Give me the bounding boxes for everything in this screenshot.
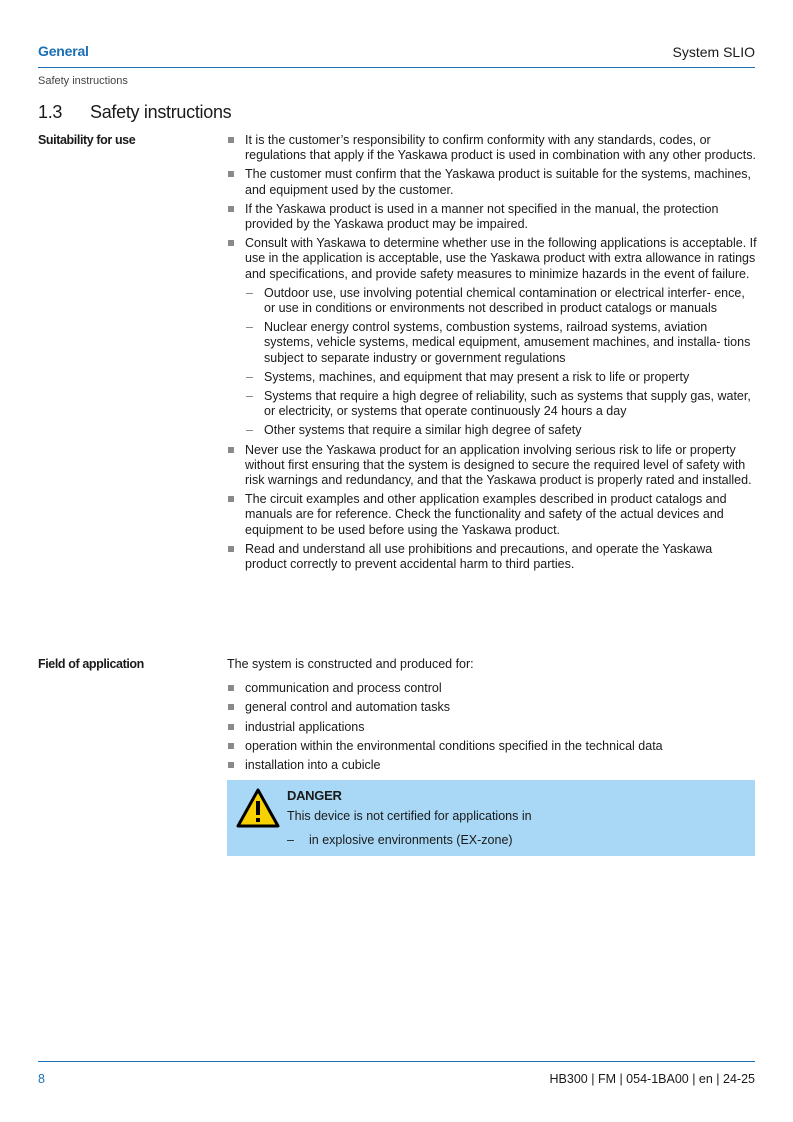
list-item-text: Consult with Yaskawa to determine whether use in the following applications is acceptable. If use in the application is acceptable, use the Yaskawa product with extra allowance in ratings and specifications, and provide safety measures to minimize hazards in the event of failure. — [245, 236, 757, 281]
sub-list-item — [245, 370, 757, 385]
document-id: HB300 | FM | 054-1BA00 | en | 24-25 — [549, 1072, 755, 1086]
danger-sub-item — [287, 833, 513, 847]
dash-marker: – — [246, 369, 253, 384]
danger-text: This device is not certified for applications in — [287, 809, 532, 823]
list-item-text: general control and automation tasks — [245, 700, 450, 715]
sub-list-item — [245, 320, 757, 366]
field-content — [227, 657, 757, 777]
sub-list-item-text: Nuclear energy control systems, combustion systems, railroad systems, aviation systems, vehicle systems, medical equipment, amusement machines, and installa- tions subject to separate industry or government regulations — [264, 320, 751, 365]
list-item-text: If the Yaskawa product is used in a manner not specified in the manual, the protection provided by the Yaskawa product may be impaired. — [245, 201, 719, 232]
list-item — [227, 700, 757, 715]
field-intro: The system is constructed and produced for: — [227, 657, 474, 671]
footer-rule — [38, 1061, 755, 1062]
header-rule — [38, 67, 755, 68]
field-list — [227, 681, 757, 773]
field-label: Field of application — [38, 657, 144, 671]
sub-list-item — [245, 389, 757, 419]
warning-triangle-icon — [236, 788, 280, 828]
danger-title: DANGER — [287, 788, 342, 803]
list-item-text: operation within the environmental conditions specified in the technical data — [245, 738, 663, 753]
dash-marker: – — [287, 833, 294, 847]
sub-list-item-text: Systems, machines, and equipment that may present a risk to life or property — [264, 369, 690, 384]
sub-list-item-text: Outdoor use, use involving potential chemical contamination or electrical interfer- ence, or use in conditions or environments not described in product catalogs or manuals — [264, 285, 745, 316]
list-item-text: It is the customer’s responsibility to confirm conformity with any standards, codes, or regulations that apply if the Yaskawa product is used in combination with any other products. — [245, 133, 756, 163]
list-item — [227, 681, 757, 696]
list-item — [227, 720, 757, 735]
chapter-title: General — [38, 43, 89, 59]
list-item — [227, 167, 757, 197]
list-item-text: installation into a cubicle — [245, 758, 381, 773]
list-item-text: The circuit examples and other application examples described in product catalogs and manuals are for reference. Check the functionality and safety of the actual devices and equipment to be used before using the Yaskawa product. — [245, 492, 727, 537]
page-number: 8 — [38, 1072, 45, 1086]
list-item-text: industrial applications — [245, 719, 365, 734]
list-item — [227, 133, 757, 163]
list-item — [227, 758, 757, 773]
dash-marker: – — [246, 423, 253, 438]
suitability-list — [227, 133, 757, 572]
dash-marker: – — [246, 320, 253, 335]
product-name: System SLIO — [672, 44, 755, 60]
sub-list-item — [245, 423, 757, 438]
breadcrumb: Safety instructions — [38, 75, 128, 87]
danger-sub-text: in explosive environments (EX-zone) — [309, 833, 513, 847]
section-title: Safety instructions — [90, 102, 232, 122]
list-item — [227, 739, 757, 754]
sub-list-item — [245, 286, 757, 316]
list-item-text: Read and understand all use prohibitions and precautions, and operate the Yaskawa product correctly to prevent accidental harm to third parties. — [245, 541, 713, 572]
section-number: 1.3 — [38, 102, 63, 122]
dash-marker: – — [246, 285, 253, 300]
list-item — [227, 236, 757, 438]
list-item — [227, 492, 757, 538]
list-item — [227, 542, 757, 572]
list-item-text: The customer must confirm that the Yaskawa product is suitable for the systems, machines, and equipment used by the customer. — [245, 167, 751, 197]
suitability-content — [227, 133, 757, 576]
danger-notice — [227, 780, 755, 856]
application-sublist — [245, 286, 757, 439]
list-item-text: Never use the Yaskawa product for an application involving serious risk to life or property without first ensuring that the system is designed to secure the required level of safety with risk warnings and redundancy, and that the Yaskawa product is properly rated and installed. — [245, 442, 752, 488]
suitability-label: Suitability for use — [38, 133, 136, 147]
list-item-text: communication and process control — [245, 681, 442, 696]
dash-marker: – — [246, 389, 253, 404]
sub-list-item-text: Systems that require a high degree of reliability, such as systems that supply gas, water, or electricity, or systems that operate continuously 24 hours a day — [264, 389, 751, 419]
sub-list-item-text: Other systems that require a similar high degree of safety — [264, 423, 582, 438]
list-item — [227, 443, 757, 489]
section-heading — [38, 102, 231, 123]
list-item — [227, 202, 757, 232]
